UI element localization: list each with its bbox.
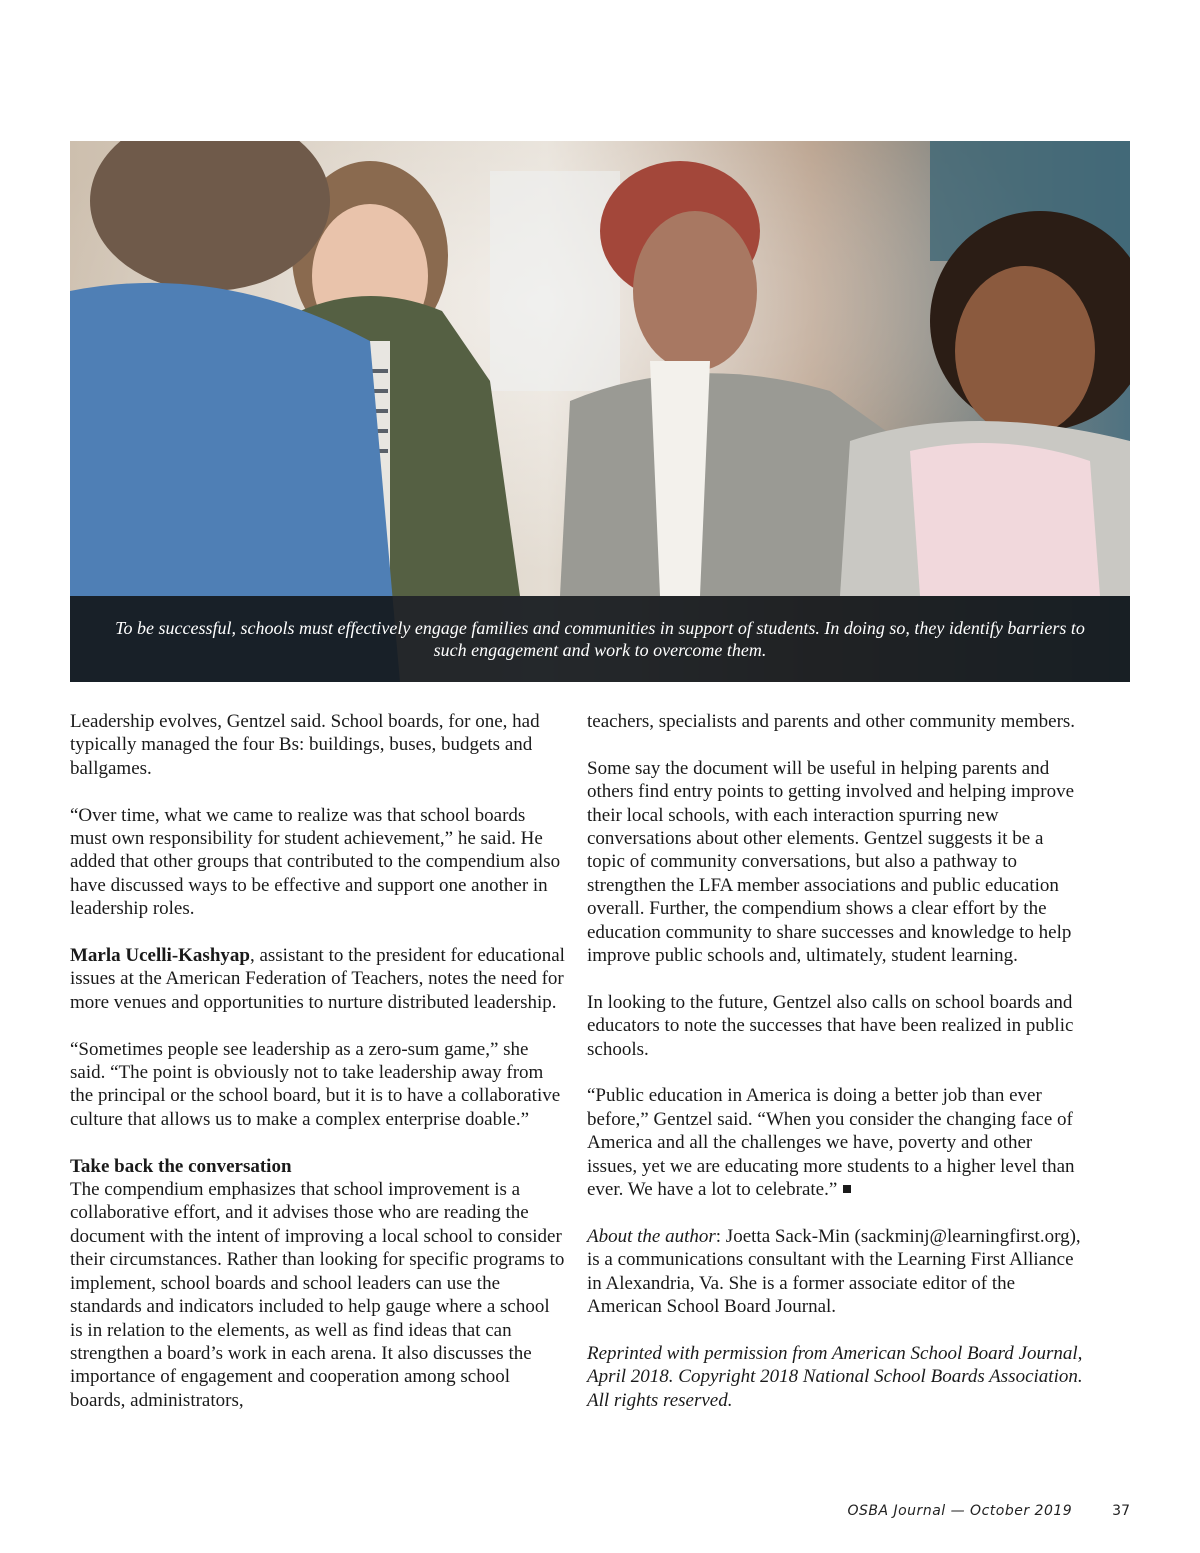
left-paragraph-5 bbox=[70, 1155, 566, 1412]
article-photo bbox=[70, 141, 1130, 682]
page-footer bbox=[700, 1503, 1130, 1519]
right-column bbox=[587, 710, 1085, 1436]
photo-caption-bar bbox=[70, 596, 1130, 682]
photo-caption: To be successful, schools must effectively engage families and communities in support of students. In doing so, they identify barriers to such engagement and work to overcome them. bbox=[115, 618, 1085, 660]
footer-journal-title: OSBA Journal — October 2019 bbox=[847, 1503, 1073, 1519]
right-paragraph-1: teachers, specialists and parents and other community members. bbox=[587, 711, 1076, 732]
right-paragraph-4-text: “Public education in America is doing a better job than ever before,” Gentzel said. “When you consider the changing face of America and all the challenges we have, poverty and other issues, yet we are educating more students to a higher level than ever. We have a lot to celebrate.” bbox=[587, 1085, 1075, 1201]
right-paragraph-4 bbox=[587, 1084, 1085, 1201]
left-paragraph-3-text: , assistant to the president for educational issues at the American Federation of Teachers, notes the need for more venues and opportunities to nurture distributed leadership. bbox=[70, 945, 565, 1013]
left-paragraph-1: Leadership evolves, Gentzel said. School boards, for one, had typically managed the four Bs: buildings, buses, budgets and ballgames. bbox=[70, 711, 540, 779]
left-paragraph-4: “Sometimes people see leadership as a zero-sum game,” she said. “The point is obviously not to take leadership away from the principal or the school board, but it is to have a collaborative culture that allows us to make a complex enterprise doable.” bbox=[70, 1038, 561, 1130]
about-author bbox=[587, 1225, 1085, 1319]
about-author-label: About the author bbox=[587, 1225, 716, 1247]
left-paragraph-3 bbox=[70, 944, 566, 1014]
end-of-article-icon bbox=[843, 1185, 851, 1193]
section-subhead: Take back the conversation bbox=[70, 1155, 292, 1177]
reprint-notice: Reprinted with permission from American School Board Journal, April 2018. Copyright 2018 National School Boards Association. All rights reserved. bbox=[587, 1342, 1083, 1411]
left-paragraph-2: “Over time, what we came to realize was that school boards must own responsibility for student achievement,” he said. He added that other groups that contributed to the compendium also have discussed ways to be effective and support one another in leadership roles. bbox=[70, 804, 561, 920]
about-author-text: : Joetta Sack-Min (sackminj@learningfirst.org), is a communications consultant with the Learning First Alliance in Alexandria, Va. She is a former associate editor of the American School Board Journal. bbox=[587, 1225, 1081, 1318]
right-paragraph-2: Some say the document will be useful in helping parents and others find entry points to getting involved and helping improve their local schools, with each interaction spurring new conversations about other elements. Gentzel suggests it be a topic of community conversations, but also a pathway to strengthen the LFA member associations and public education overall. Further, the compendium shows a clear effort by the education community to share successes and knowledge to help improve public schools and, ultimately, student learning. bbox=[587, 757, 1075, 967]
person-name-bold: Marla Ucelli-Kashyap bbox=[70, 945, 250, 967]
left-column bbox=[70, 710, 566, 1436]
page-number: 37 bbox=[1112, 1503, 1130, 1519]
left-paragraph-5-text: The compendium emphasizes that school improvement is a collaborative effort, and it advises those who are reading the document with the intent of improving a local school to consider their circumstances. Rather than looking for specific programs to implement, school boards and school leaders can use the standards and indicators included to help gauge where a school is in relation to the elements, as well as find ideas that can strengthen a board’s work in each arena. It also discusses the importance of engagement and cooperation among school boards, administrators, bbox=[70, 1179, 565, 1411]
right-paragraph-3: In looking to the future, Gentzel also calls on school boards and educators to note the successes that have been realized in public schools. bbox=[587, 991, 1074, 1060]
